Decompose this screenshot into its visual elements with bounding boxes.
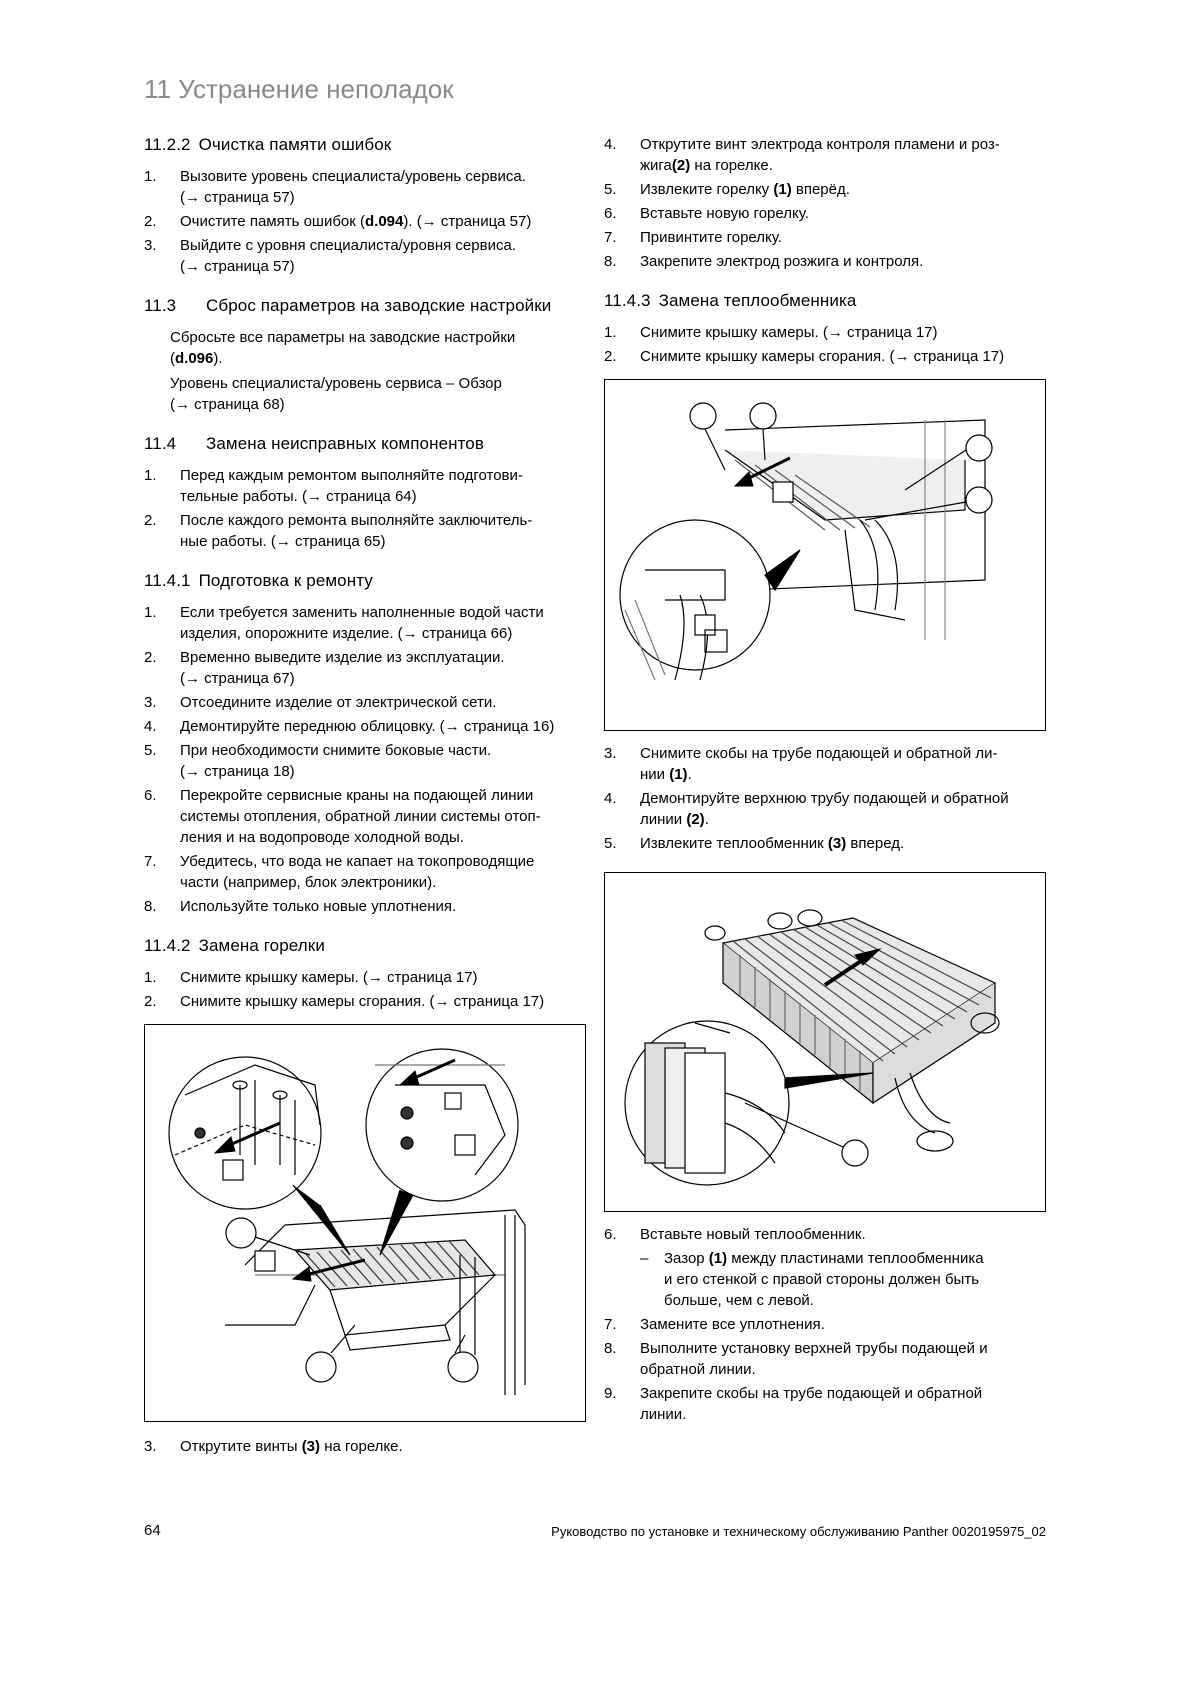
list-item: 1. Если требуется заменить наполненные водой части изделия, опорожните изделие. (→ страница 66) xyxy=(144,604,544,642)
page-number: 64 xyxy=(144,1522,161,1539)
list-item: 7. Привинтите горелку. xyxy=(604,229,782,246)
section-11-4-3-mid-list xyxy=(604,743,1044,854)
section-11-4-3-end-list xyxy=(604,1224,1044,1425)
list-item: 2. После каждого ремонта выполняйте заключитель- ные работы. (→ страница 65) xyxy=(144,512,533,550)
list-item: 8. Закрепите электрод розжига и контроля. xyxy=(604,253,924,270)
section-11-4-2-heading: 11.4.2 Замена горелки xyxy=(144,936,325,955)
list-item: 4. Открутите винт электрода контроля пламени и роз- жига(2) на горелке. xyxy=(604,136,1000,174)
list-item: 5. Извлеките горелку (1) вперёд. xyxy=(604,181,850,198)
list-item: 3. Снимите скобы на трубе подающей и обратной ли- нии (1). xyxy=(604,745,998,783)
list-item: 3. Выйдите с уровня специалиста/уровня сервиса. (→ страница 57) xyxy=(144,237,516,275)
section-11-3-heading: 11.3 Сброс параметров на заводские настройки xyxy=(144,296,552,315)
list-item: 2. Снимите крышку камеры сгорания. (→ страница 17) xyxy=(144,993,545,1010)
section-11-4-heading: 11.4 Замена неисправных компонентов xyxy=(144,434,484,453)
burner-replacement-figure xyxy=(144,1024,586,1422)
heat-exchanger-illustration xyxy=(605,873,1045,1211)
section-11-4-1-heading: 11.4.1 Подготовка к ремонту xyxy=(144,571,373,590)
pipe-clips-figure xyxy=(604,379,1046,731)
list-item: 1. Вызовите уровень специалиста/уровень сервиса. (→ страница 57) xyxy=(144,168,526,206)
section-11-2-2-list xyxy=(144,166,584,277)
section-11-2-2-heading: 11.2.2 Очистка памяти ошибок xyxy=(144,135,392,154)
list-item: 4. Демонтируйте переднюю облицовку. (→ страница 16) xyxy=(144,718,555,735)
list-item: – Зазор (1) между пластинами теплообменника и его стенкой с правой стороны должен быть больше, чем с левой. xyxy=(640,1250,984,1309)
list-item: 5. Извлеките теплообменник (3) вперед. xyxy=(604,835,905,852)
left-column xyxy=(144,134,584,1475)
list-item: 6. Вставьте новую горелку. xyxy=(604,205,809,222)
heat-exchanger-figure xyxy=(604,872,1046,1212)
list-item: 4. Демонтируйте верхнюю трубу подающей и обратной линии (2). xyxy=(604,790,1009,828)
list-item: 3. Открутите винты (3) на горелке. xyxy=(144,1438,403,1455)
section-11-4-2-continued-list xyxy=(604,134,1044,272)
section-11-3-paragraph-2: Уровень специалиста/уровень сервиса – Обзор (→ страница 68) xyxy=(170,375,502,413)
pipe-clips-illustration xyxy=(605,380,1045,730)
section-11-4-1-list xyxy=(144,602,584,917)
list-item: 3. Отсоедините изделие от электрической сети. xyxy=(144,694,497,711)
list-item: 7. Замените все уплотнения. xyxy=(604,1316,825,1333)
list-item: 5. При необходимости снимите боковые части. (→ страница 18) xyxy=(144,742,492,780)
list-item: 8. Выполните установку верхней трубы подающей и обратной линии. xyxy=(604,1340,988,1378)
burner-illustration xyxy=(145,1025,585,1421)
section-11-4-3-heading: 11.4.3 Замена теплообменника xyxy=(604,291,857,310)
list-item: 9. Закрепите скобы на трубе подающей и обратной линии. xyxy=(604,1385,983,1423)
right-column xyxy=(604,134,1044,1443)
list-item: 2. Очистите память ошибок (d.094). (→ страница 57) xyxy=(144,213,532,230)
list-item: 8. Используйте только новые уплотнения. xyxy=(144,898,457,915)
list-item: 1. Перед каждым ремонтом выполняйте подготови- тельные работы. (→ страница 64) xyxy=(144,467,523,505)
list-item: 2. Временно выведите изделие из эксплуатации. (→ страница 67) xyxy=(144,649,505,687)
section-11-4-3-list xyxy=(604,322,1044,367)
section-11-4-2-list xyxy=(144,967,584,1012)
page-title: 11 Устранение неполадок xyxy=(144,74,454,104)
list-item: 6. Перекройте сервисные краны на подающей линии системы отопления, обратной линии системы отоп- ления и на водопроводе холодной воды. xyxy=(144,787,541,846)
section-11-3-paragraph-1: Сбросьте все параметры на заводские настройки (d.096). xyxy=(170,329,516,367)
list-item: 6. Вставьте новый теплообменник. xyxy=(604,1226,866,1243)
section-11-4-2-after-list xyxy=(144,1436,584,1457)
list-item: 1. Снимите крышку камеры. (→ страница 17) xyxy=(604,324,938,341)
list-item: 2. Снимите крышку камеры сгорания. (→ страница 17) xyxy=(604,348,1005,365)
page-footer: Руководство по установке и техническому обслуживанию Panther 0020195975_02 xyxy=(551,1524,1046,1539)
section-11-4-list xyxy=(144,465,584,552)
list-item: 1. Снимите крышку камеры. (→ страница 17) xyxy=(144,969,478,986)
list-item: 7. Убедитесь, что вода не капает на токопроводящие части (например, блок электроники). xyxy=(144,853,535,891)
